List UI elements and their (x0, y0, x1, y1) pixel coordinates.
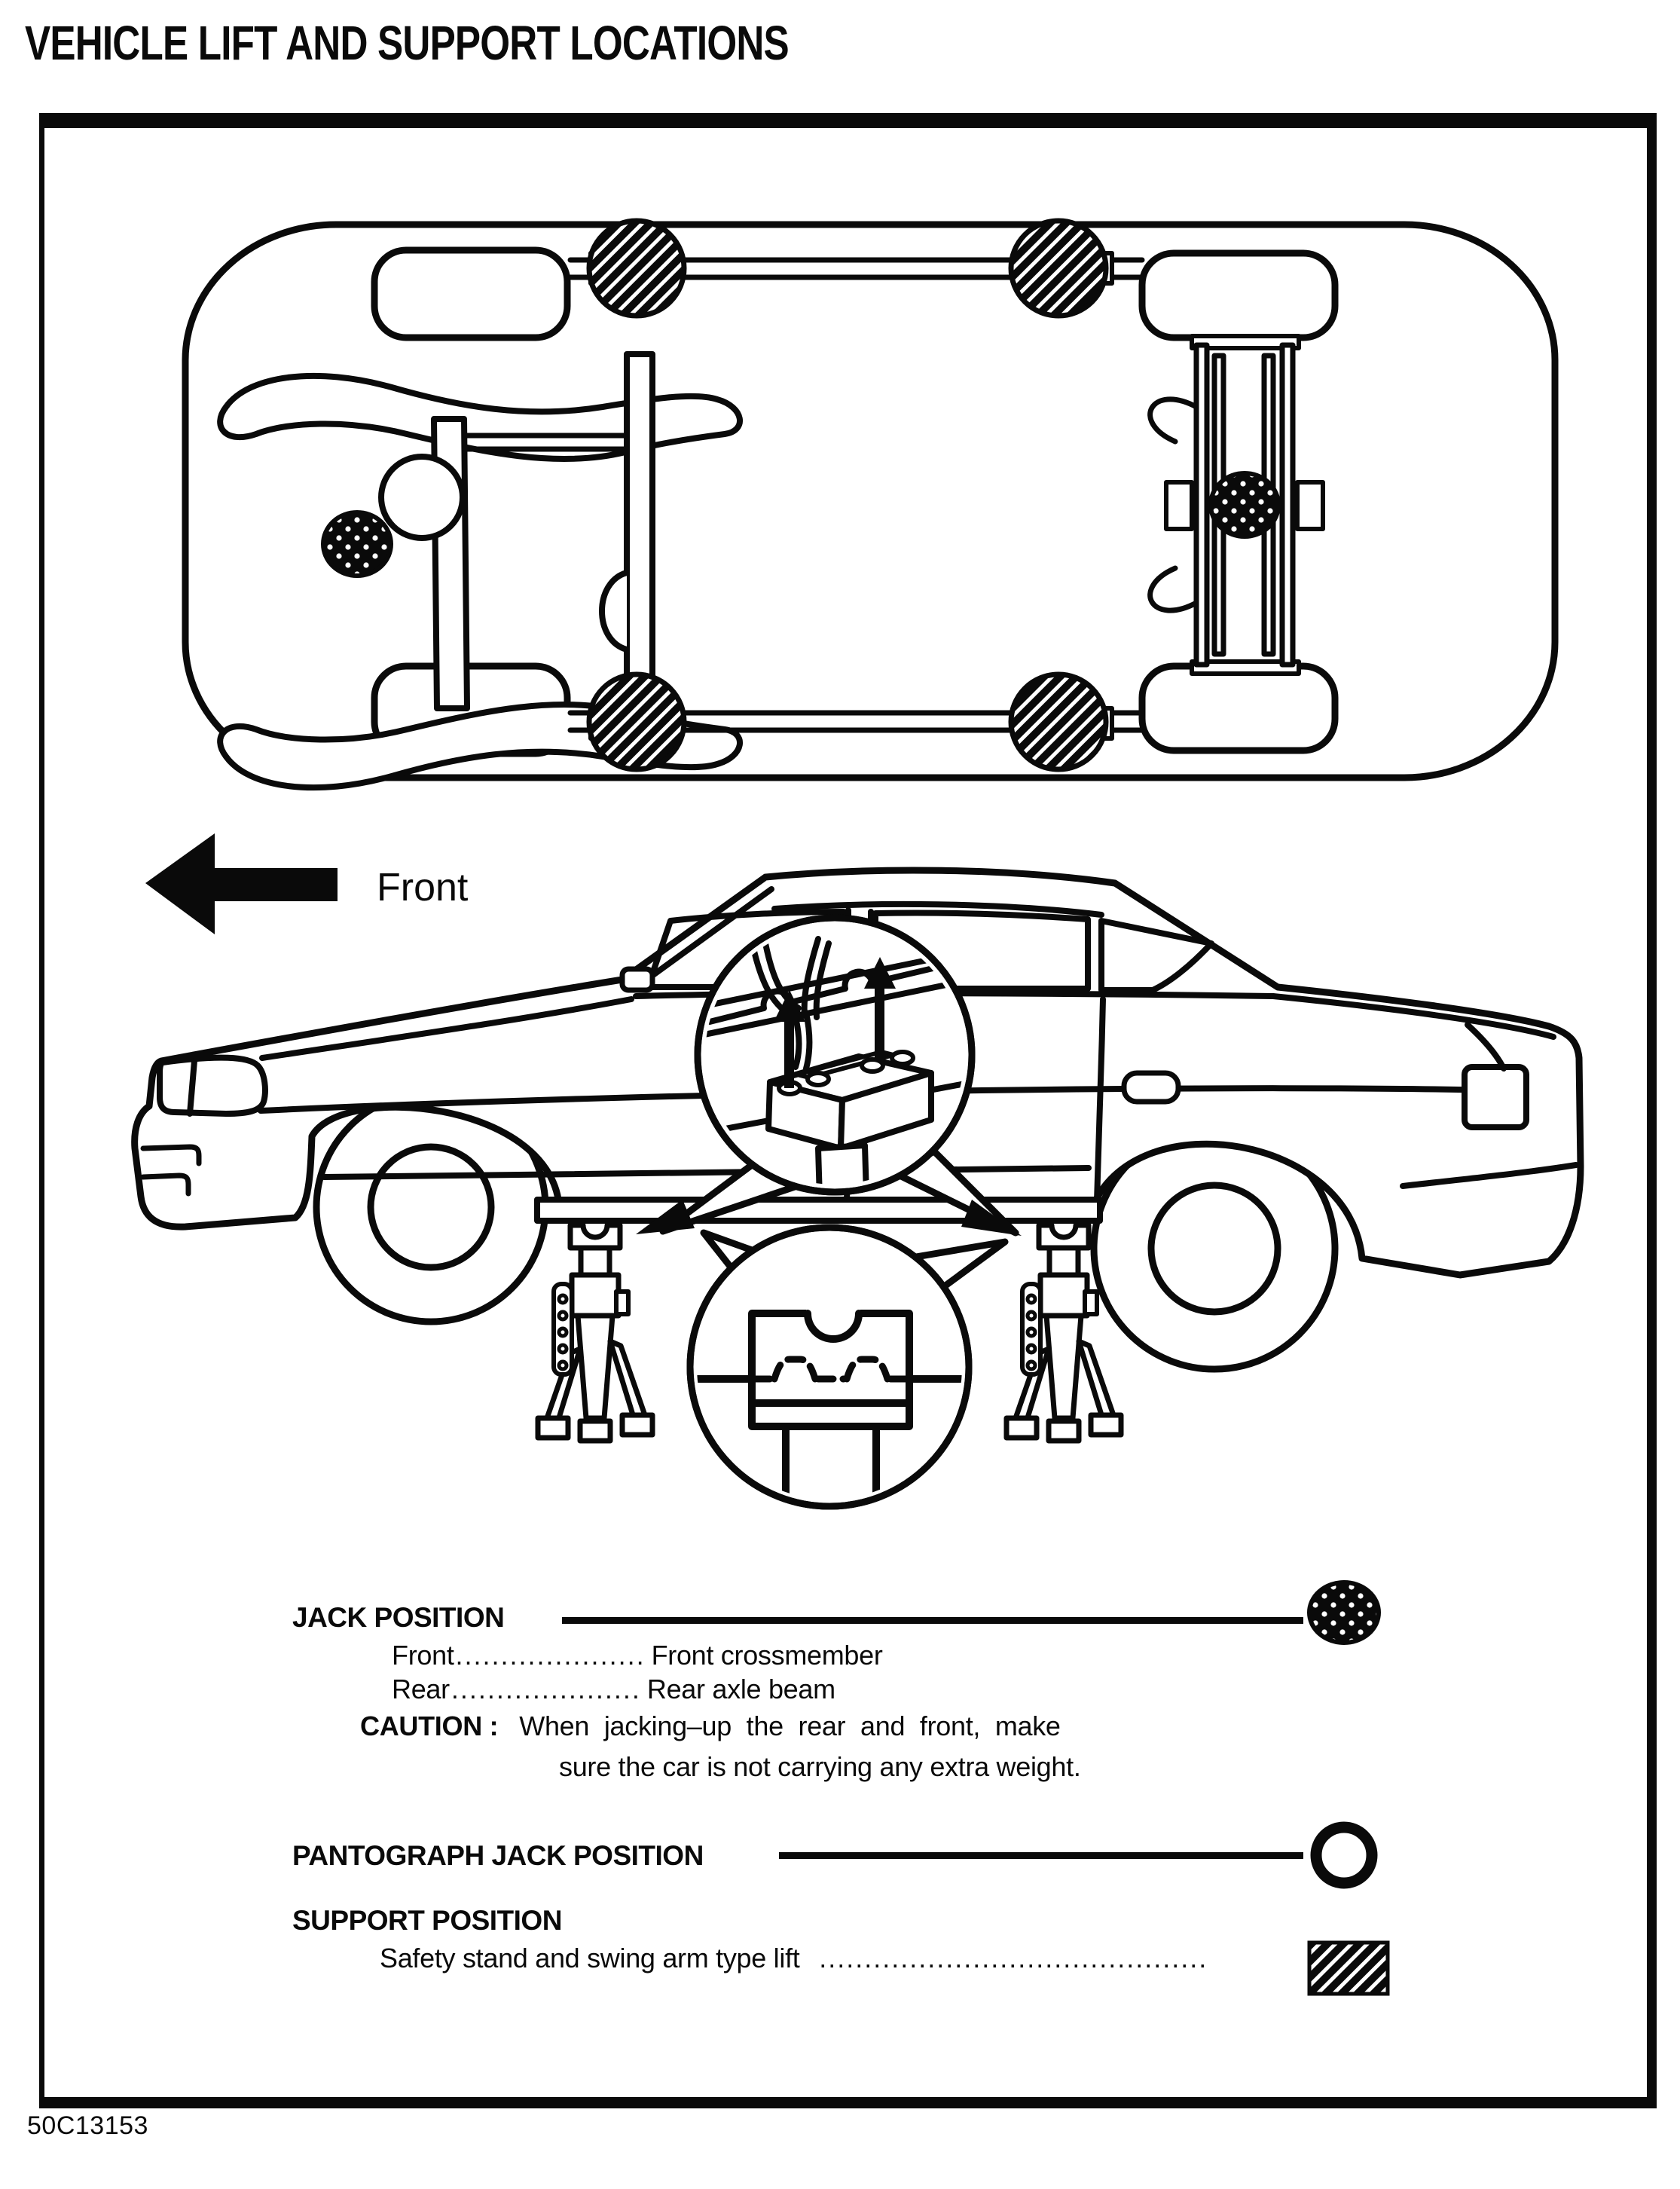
side-view (135, 833, 1581, 1524)
support-marker-rear-left (1011, 221, 1106, 316)
headlight (160, 1058, 265, 1114)
jack-rear-label: Rear (392, 1674, 450, 1704)
plan-view (185, 221, 1555, 787)
wheel-front-left (374, 250, 567, 338)
front-arrow-label: Front (377, 866, 469, 910)
caution-row (360, 1711, 1061, 1742)
jack-front-leader-dots: ..................... (455, 1640, 646, 1671)
jack-rear-value: Rear axle beam (646, 1674, 835, 1704)
wheel-rear-left (1142, 253, 1335, 338)
support-leader-dots: ........................................... (819, 1943, 1208, 1973)
legend-icons (1309, 1582, 1388, 1994)
jack-front-label: Front (392, 1640, 454, 1671)
support-marker-front-right (589, 674, 684, 769)
caution-text-line1: When jacking–up the rear and front, make (519, 1711, 1061, 1741)
jack-position-heading: JACK POSITION (292, 1602, 505, 1633)
figure-code: 50C13153 (27, 2111, 148, 2140)
support-position-legend-icon (1309, 1943, 1388, 1994)
pantograph-jack-legend-icon (1316, 1827, 1372, 1883)
jack-position-rear-marker (1211, 473, 1278, 537)
caution-label: CAUTION : (360, 1711, 499, 1741)
support-marker-rear-right (1011, 674, 1106, 769)
caution-text-line2: sure the car is not carrying any extra weight. (559, 1751, 1081, 1782)
page-title: VEHICLE LIFT AND SUPPORT LOCATIONS (25, 16, 789, 70)
support-marker-front-left (589, 221, 684, 316)
support-entry-label: Safety stand and swing arm type lift (380, 1943, 800, 1973)
side-mirror (622, 969, 652, 990)
taillight (1465, 1067, 1526, 1127)
rocker-sill-bar (537, 1200, 1100, 1221)
jack-stand-front (538, 1225, 652, 1441)
door-handle (1124, 1073, 1178, 1102)
jack-front-value: Front crossmember (651, 1640, 883, 1671)
jack-rear-entry (392, 1674, 835, 1705)
jack-rear-leader-dots: ..................... (451, 1674, 641, 1704)
adapter-pedestal (786, 1426, 876, 1524)
support-position-heading: SUPPORT POSITION (292, 1905, 562, 1936)
support-entry (380, 1943, 1208, 1974)
wheel-rear-right (1142, 666, 1335, 751)
jack-front-entry (392, 1640, 883, 1671)
jack-position-leader-line (562, 1617, 1303, 1624)
pantograph-heading: PANTOGRAPH JACK POSITION (292, 1840, 704, 1871)
pantograph-leader-line (779, 1852, 1303, 1859)
jack-position-legend-icon (1309, 1582, 1379, 1643)
front-direction-arrow-icon (145, 833, 338, 934)
support-adapter-cross-section-callout (690, 1227, 1005, 1524)
jack-position-front-marker (323, 512, 391, 576)
